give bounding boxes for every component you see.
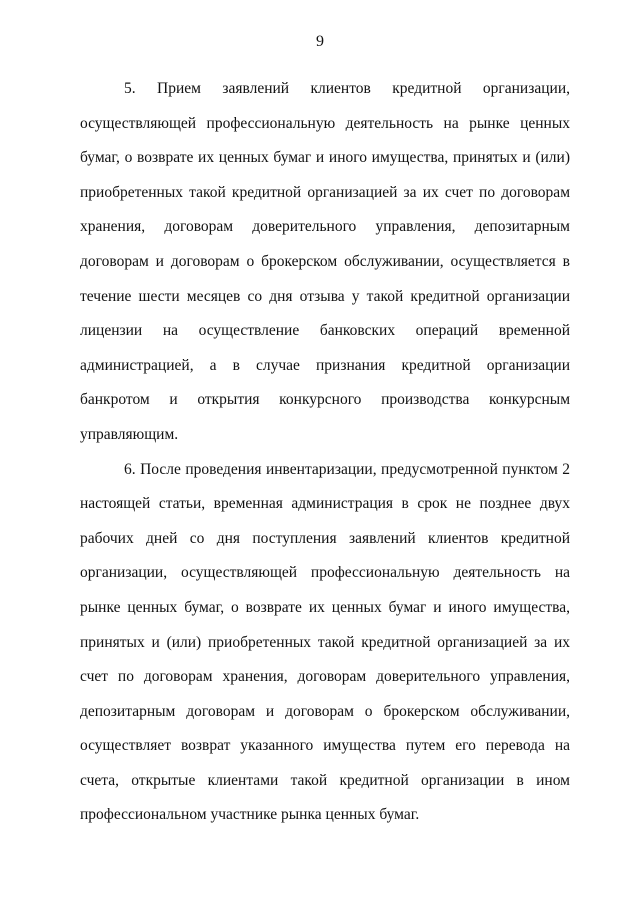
paragraph-5: 5. Прием заявлений клиентов кредитной организации, осуществляющей профессиональную деятельность на рынке ценных бумаг, о возврате их ценных бумаг и иного имущества, принятых и (или) приобретенных такой кредитной организацией за их счет по договорам хранения, договорам доверительного управления, депозитарным договорам и договорам о брокерском обслуживании, осуществляется в течение шести месяцев со дня отзыва у такой кредитной организации лицензии на осуществление банковских операций временной администрацией, а в случае признания кредитной организации банкротом и открытия конкурсного производства конкурсным управляющим. xyxy=(80,80,570,443)
page-number: 9 xyxy=(316,33,324,50)
paragraph-6: 6. После проведения инвентаризации, предусмотренной пунктом 2 настоящей статьи, временная администрация в срок не позднее двух рабочих дней со дня поступления заявлений клиентов кредитной организации, осуществляющей профессиональную деятельность на рынке ценных бумаг, о возврате их ценных бумаг и иного имущества, принятых и (или) приобретенных такой кредитной организацией за их счет по договорам хранения, договорам доверительного управления, депозитарным договорам и договорам о брокерском обслуживании, осуществляет возврат указанного имущества путем его перевода на счета, открытые клиентами такой кредитной организации в ином профессиональном участнике рынка ценных бумаг. xyxy=(80,460,570,824)
document-body xyxy=(80,72,570,833)
